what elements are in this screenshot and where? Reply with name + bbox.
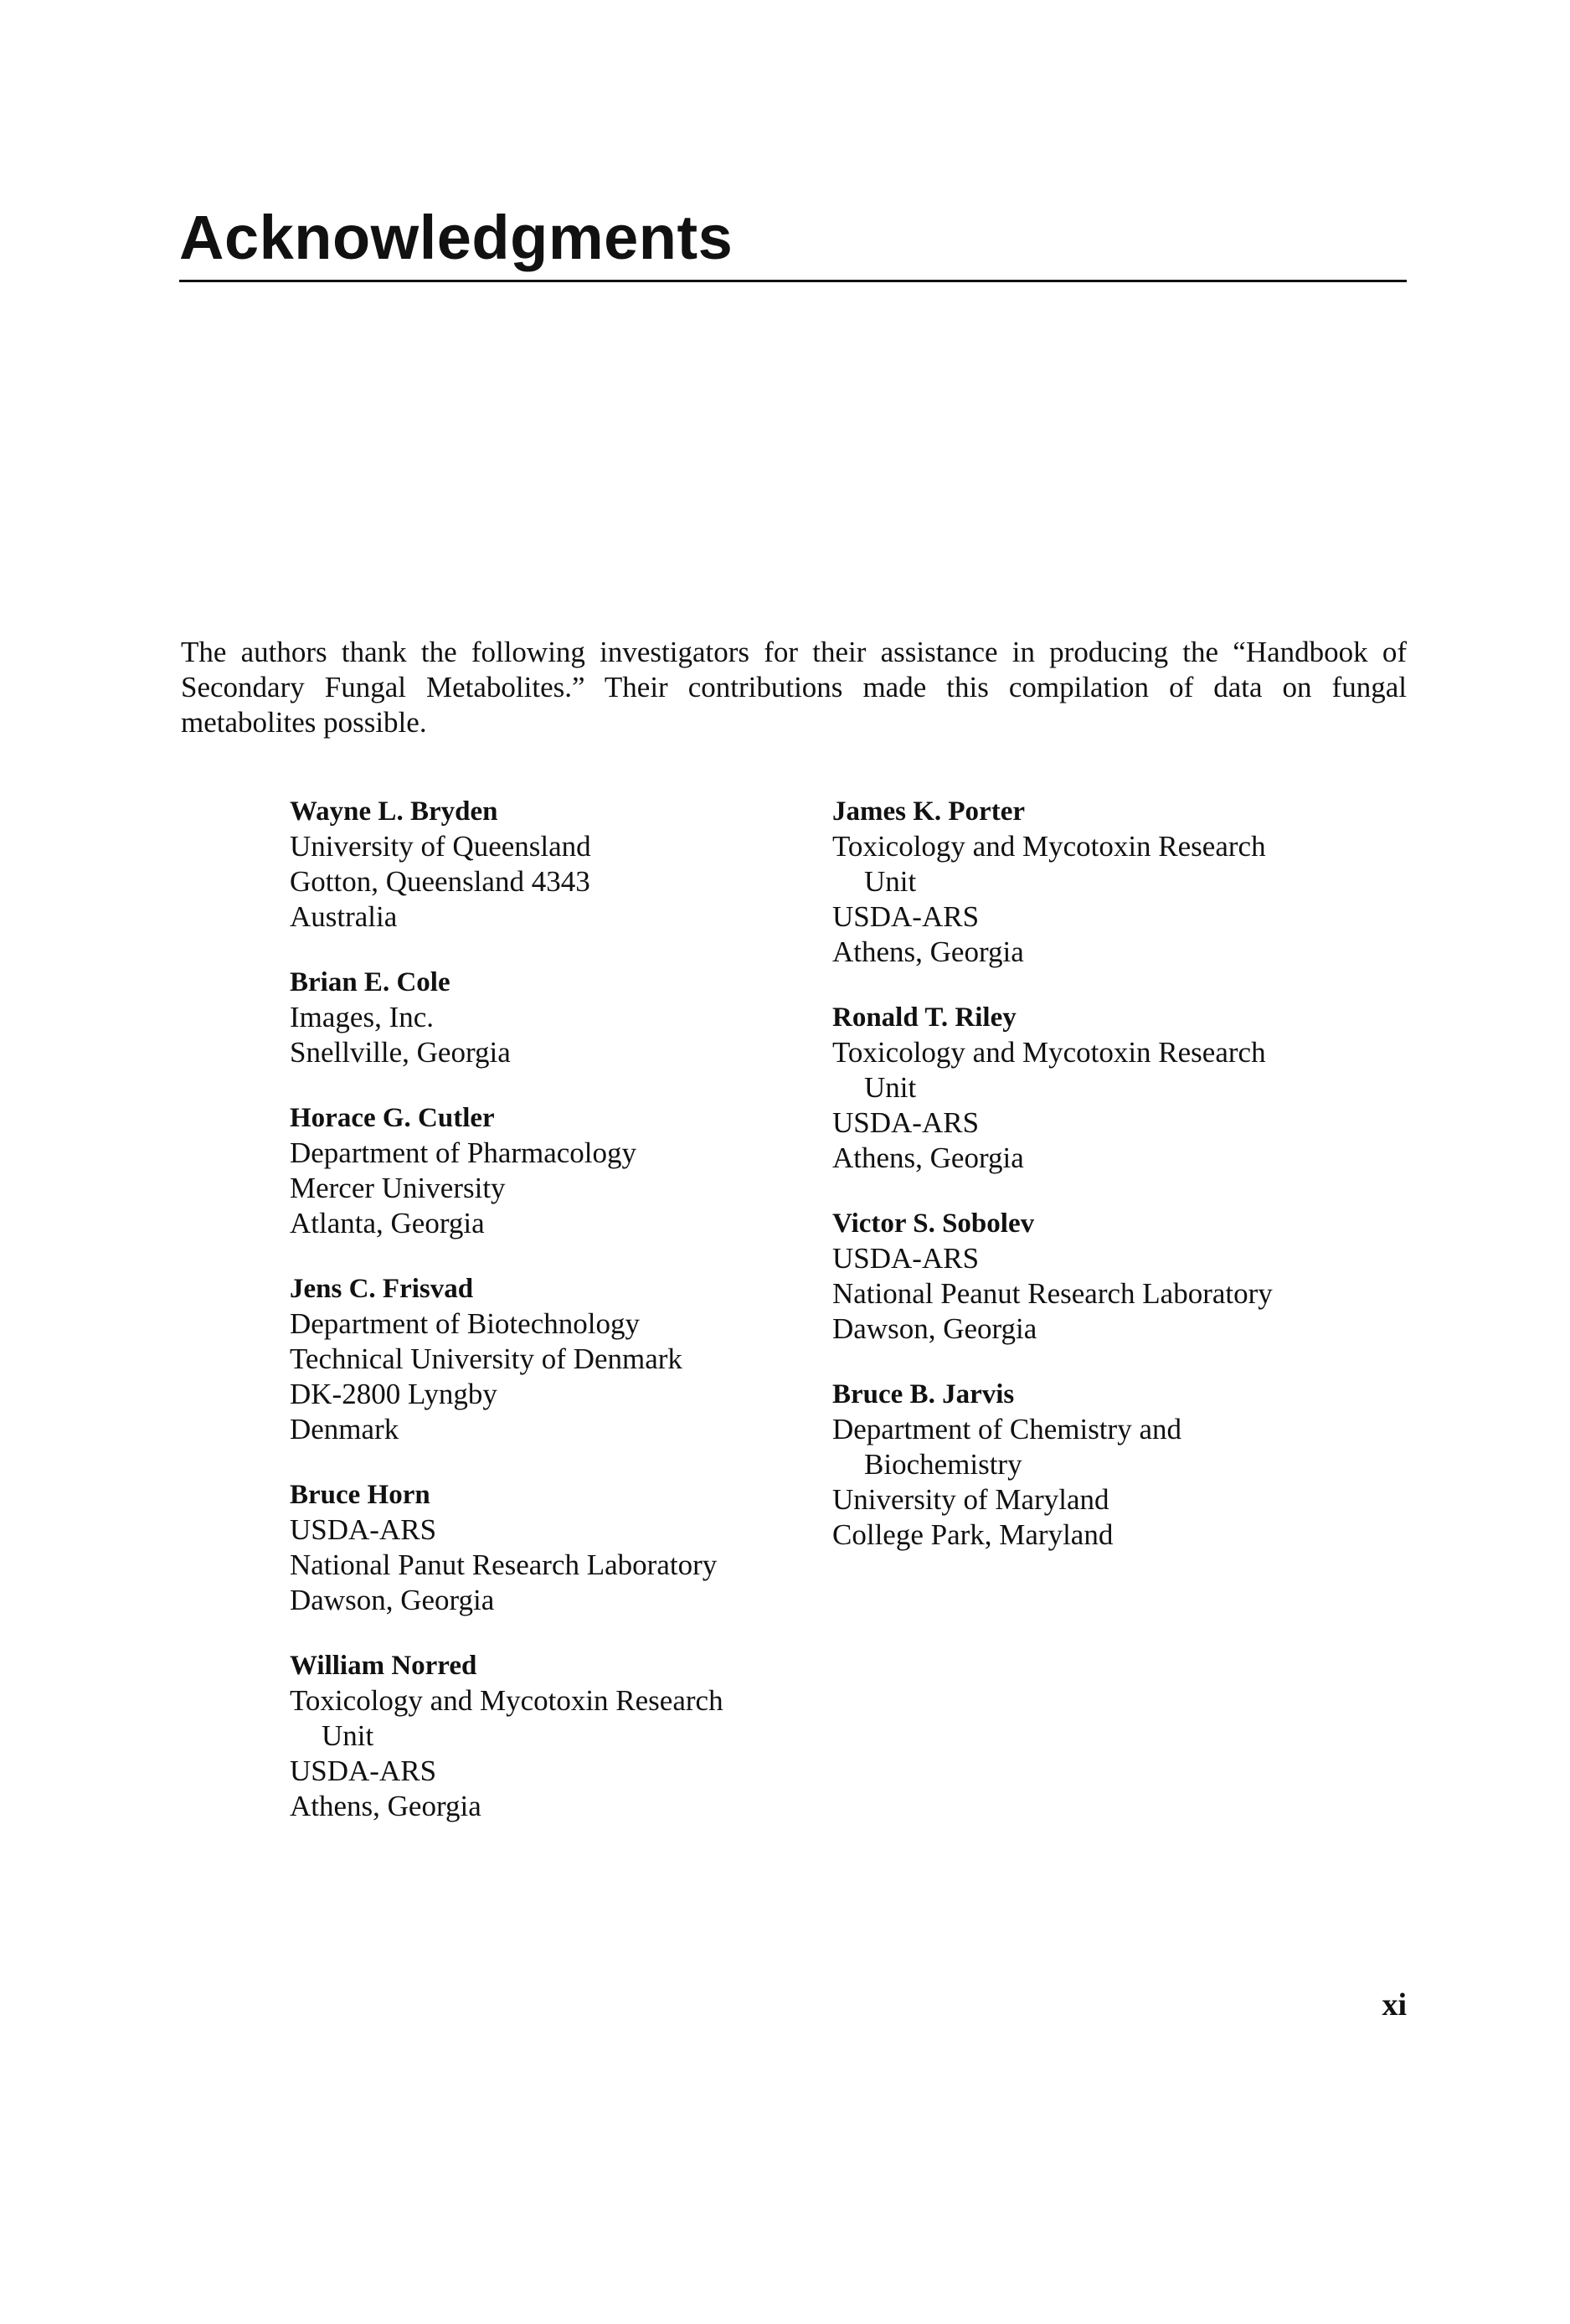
contributor-entry [290,1648,800,1824]
contributor-affiliation-line: Atlanta, Georgia [290,1207,485,1239]
contributor-affiliation-line: University of Queensland [290,830,591,863]
contributor-affiliation-line: Department of Biotechnology [290,1307,640,1340]
contributor-entry [290,1100,800,1241]
contributor-affiliation-line: USDA-ARS [832,900,980,933]
contributor-affiliation-line: Toxicology and Mycotoxin Research [290,1684,723,1717]
contributor-affiliation-line: USDA-ARS [832,1242,980,1275]
contributor-affiliation-line: Athens, Georgia [832,935,1024,968]
contributor-name: Bruce B. Jarvis [832,1379,1015,1409]
contributor-affiliation-line: College Park, Maryland [832,1518,1114,1551]
contributor-affiliation-line: Denmark [290,1413,399,1445]
contributor-affiliation-line: USDA-ARS [290,1513,437,1546]
contributor-affiliation-line: Unit [322,1719,374,1752]
contributor-name: Horace G. Cutler [290,1103,495,1133]
contributor-affiliation-line: Australia [290,900,398,933]
contributor-entry [290,1477,800,1618]
contributor-affiliation-line: Unit [864,865,917,898]
contributor-name: Victor S. Sobolev [832,1208,1035,1239]
contributor-entry [290,1271,800,1447]
contributor-affiliation-line: National Panut Research Laboratory [290,1548,718,1581]
contributor-name: Brian E. Cole [290,967,450,997]
contributor-entry [832,1206,1402,1347]
contributor-entry [290,794,800,935]
contributor-affiliation-line: Technical University of Denmark [290,1342,682,1375]
contributor-name: James K. Porter [832,796,1025,827]
contributor-affiliation-line: University of Maryland [832,1483,1109,1516]
contributor-affiliation-line: Department of Pharmacology [290,1136,637,1169]
contributor-affiliation-line: Gotton, Queensland 4343 [290,865,590,898]
contributor-name: Wayne L. Bryden [290,796,498,827]
title-rule [179,280,1407,282]
contributor-affiliation-line: Department of Chemistry and [832,1413,1181,1445]
contributors-left-column [290,794,800,1854]
contributor-affiliation-line: Dawson, Georgia [290,1584,495,1616]
contributor-entry [832,1377,1402,1553]
contributor-name: Bruce Horn [290,1480,430,1510]
contributor-affiliation-line: Unit [864,1071,917,1104]
contributors-right-column [832,794,1402,1583]
contributor-entry [832,1000,1402,1176]
contributor-affiliation-line: USDA-ARS [832,1106,980,1139]
contributor-name: William Norred [290,1651,477,1681]
contributor-name: Ronald T. Riley [832,1002,1017,1033]
page-title: Acknowledgments [179,203,734,272]
contributor-affiliation-line: National Peanut Research Laboratory [832,1277,1273,1310]
contributor-entry [832,794,1402,970]
contributor-affiliation-line: Athens, Georgia [290,1790,481,1822]
contributor-affiliation-line: Dawson, Georgia [832,1312,1037,1345]
contributor-affiliation-line: Images, Inc. [290,1001,435,1033]
contributor-affiliation-line: Athens, Georgia [832,1141,1024,1174]
contributor-name: Jens C. Frisvad [290,1274,474,1304]
contributor-affiliation-line: DK-2800 Lyngby [290,1378,497,1410]
intro-paragraph: The authors thank the following investigators for their assistance in producing the “Handbook of Secondary Fungal Metabolites.” Their contributions made this compilation of data on fungal metabolites possible. [181,636,1407,739]
contributor-affiliation-line: Toxicology and Mycotoxin Research [832,1036,1266,1069]
contributor-affiliation-line: Toxicology and Mycotoxin Research [832,830,1266,863]
page-number: xi [1382,1987,1407,2023]
contributor-affiliation-line: Snellville, Georgia [290,1036,511,1069]
contributor-affiliation-line: USDA-ARS [290,1755,437,1787]
contributor-entry [290,965,800,1070]
contributor-affiliation-line: Mercer University [290,1172,506,1204]
contributor-affiliation-line: Biochemistry [864,1448,1022,1481]
